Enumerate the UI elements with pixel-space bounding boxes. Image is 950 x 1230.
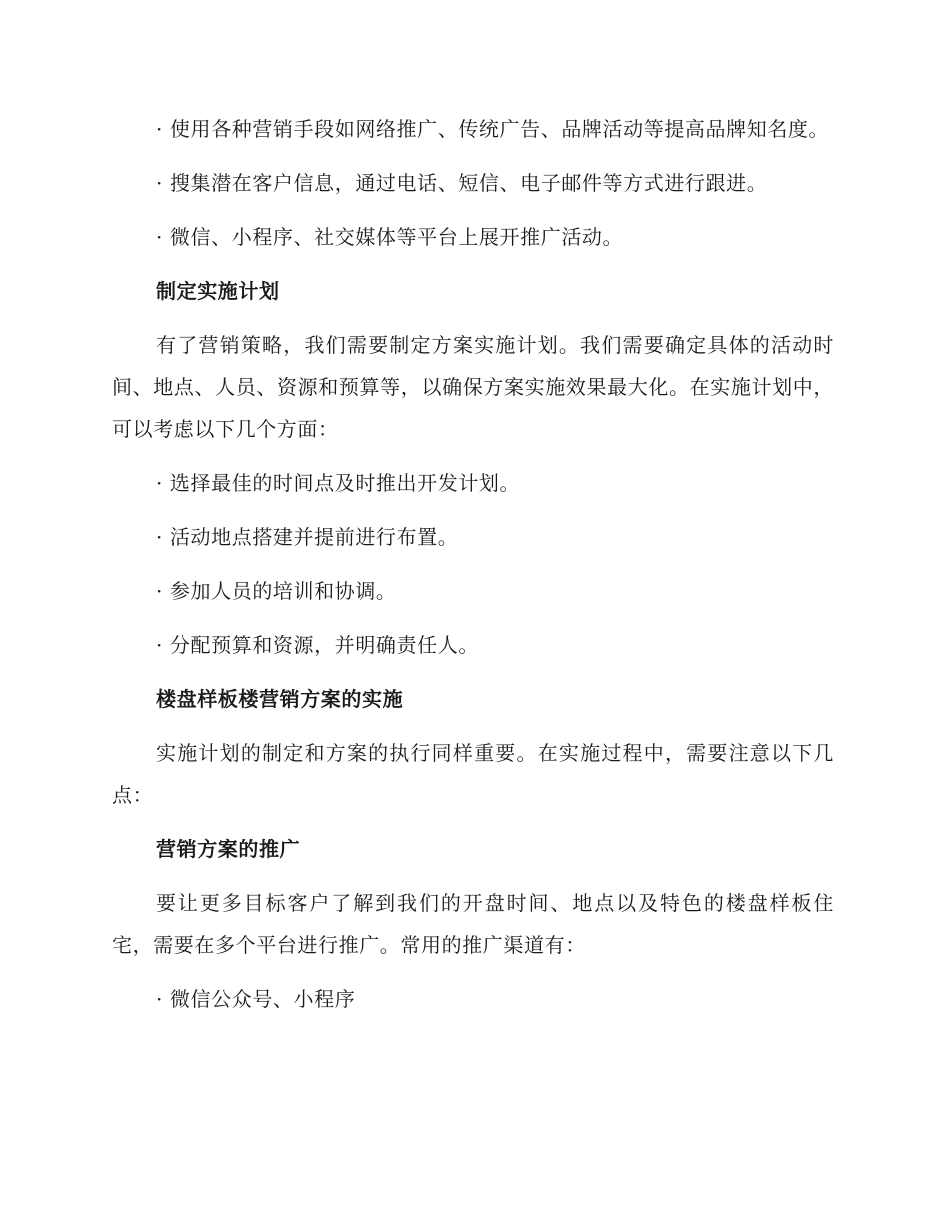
bullet-item-timing: · 选择最佳的时间点及时推出开发计划。 bbox=[156, 471, 521, 495]
section-heading-plan-execution: 楼盘样板楼营销方案的实施 bbox=[156, 687, 404, 711]
paragraph-promotion: 要让更多目标客户了解到我们的开盘时间、地点以及特色的楼盘样板住宅，需要在多个平台进行推广。常用的推广渠道有： bbox=[112, 891, 834, 957]
bullet-item-budget: · 分配预算和资源，并明确责任人。 bbox=[156, 633, 479, 657]
bullet-item-wechat-channel: · 微信公众号、小程序 bbox=[156, 987, 356, 1011]
bullet-item-brand-awareness: · 使用各种营销手段如网络推广、传统广告、品牌活动等提高品牌知名度。 bbox=[156, 117, 830, 141]
bullet-item-customer-followup: · 搜集潜在客户信息，通过电话、短信、电子邮件等方式进行跟进。 bbox=[156, 171, 768, 195]
document-body bbox=[112, 108, 834, 1032]
bullet-item-venue: · 活动地点搭建并提前进行布置。 bbox=[156, 525, 459, 549]
bullet-item-social-promotion: · 微信、小程序、社交媒体等平台上展开推广活动。 bbox=[156, 225, 624, 249]
paragraph-plan-execution: 实施计划的制定和方案的执行同样重要。在实施过程中，需要注意以下几点： bbox=[112, 741, 834, 807]
paragraph-implementation-plan: 有了营销策略，我们需要制定方案实施计划。我们需要确定具体的活动时间、地点、人员、资源和预算等，以确保方案实施效果最大化。在实施计划中，可以考虑以下几个方面： bbox=[112, 333, 834, 441]
section-heading-implementation-plan: 制定实施计划 bbox=[156, 279, 280, 303]
bullet-item-staff-training: · 参加人员的培训和协调。 bbox=[156, 579, 397, 603]
section-heading-promotion: 营销方案的推广 bbox=[156, 837, 301, 861]
